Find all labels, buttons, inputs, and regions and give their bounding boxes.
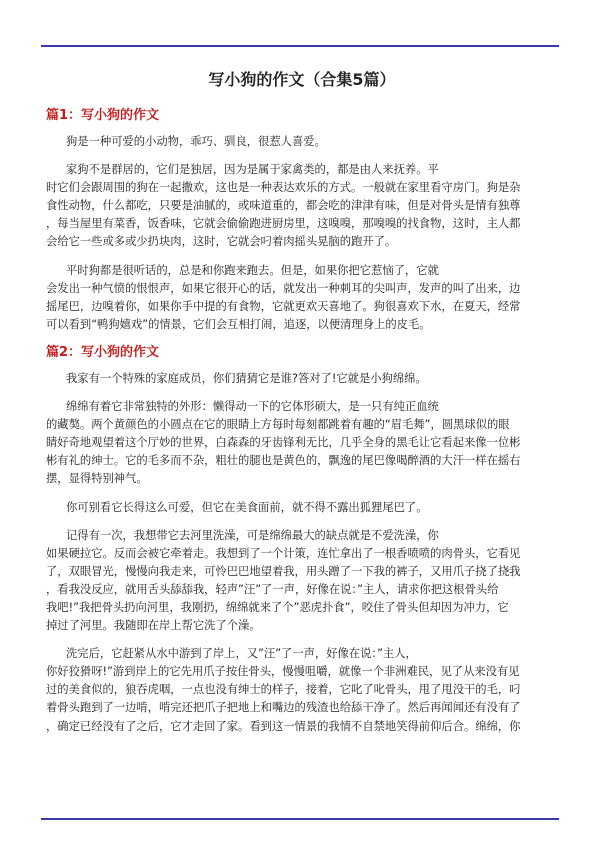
text-line: 会发出一种气愤的恨恨声，如果它很开心的话，就发出一种刺耳的尖叫声，发声的叫了出来，边	[46, 281, 521, 295]
text-line: 着骨头跑到了一边啃，啃完还把爪子把地上和嘴边的残渣也给舔干净了。然后再闻闻还有没有了	[46, 701, 521, 715]
section-heading: 篇1：写小狗的作文	[46, 108, 160, 123]
text-line: 了，双眼冒光，慢慢向我走来，可怜巴巴地望着我，用头蹭了一下我的裤子，又用爪子挠了挠我	[46, 564, 521, 578]
text-line: 会给它一些或多或少扔块肉，这时，它就会叼着肉摇头晃脑的跑开了。	[46, 235, 397, 249]
text-line: 摇尾巴，边嗅着你，如果你手中提的有食物，它就更欢天喜地了。狗很喜欢下水，在夏天，经常	[46, 299, 521, 313]
text-line: 过的美食似的，狼吞虎咽，一点也没有绅士的样子，接着，它叱了叱骨头，甩了甩没干的毛，叼	[46, 683, 521, 697]
document-body	[46, 68, 558, 746]
text-line: ，确定已经没有了之后，它才走回了家。看到这一情景的我情不自禁地笑得前仰后合。绵绵，你	[46, 719, 521, 733]
text-line: 掉过了河里。我随即在岸上帮它洗了个澡。	[46, 619, 261, 633]
bottom-rule	[41, 818, 559, 820]
text-line: 如果硬拉它。反而会被它牵着走。我想到了一个计策，连忙拿出了一根香喷喷的肉骨头，它看见	[46, 546, 521, 560]
paragraph	[46, 499, 558, 517]
paragraph	[46, 398, 558, 488]
top-rule	[41, 45, 559, 47]
text-line: ，看我没反应，就用舌头舔舔我，轻声”汪”了一声，好像在说：”主人，请求你把这根骨头给	[46, 582, 499, 596]
text-line: 狗是一种可爱的小动物，乖巧、驯良，很惹人喜爱。	[66, 135, 326, 148]
text-line: 的藏獒。两个黄颜色的小圆点在它的眼睛上方每时每刻都跳着有趣的“眉毛舞”，圆黑球似的眼	[46, 418, 510, 432]
text-line: 时它们会跟周围的狗在一起撒欢，这也是一种表达欢乐的方式。一般就在家里看守房门。狗是杂	[46, 181, 521, 195]
text-line: 记得有一次，我想带它去河里洗澡，可是绵绵最大的缺点就是不爱洗澡，你	[66, 528, 439, 542]
paragraph	[46, 370, 558, 388]
sections	[46, 107, 558, 736]
text-line: 睛好奇地观望着这个厅妙的世界，白森森的牙齿锋利无比，几乎全身的黑毛让它看起来像一位彬	[46, 436, 521, 450]
text-line: 我家有一个特殊的家庭成员，你们猜猜它是谁?答对了!它就是小狗绵绵。	[66, 371, 427, 385]
section-heading: 篇2：写小狗的作文	[46, 344, 160, 360]
paragraph	[46, 161, 558, 251]
text-line: 平时狗都是很听话的，总是和你跑来跑去。但是，如果你把它惹恼了，它就	[66, 263, 439, 277]
text-line: 摆，显得特别神气。	[46, 472, 148, 486]
paragraph	[46, 527, 558, 636]
text-line: 洗完后，它赶紧从水中游到了岸上，又”汪”了一声，好像在说：”主人，	[66, 647, 417, 661]
text-line: 我吧!”我把骨头扔向河里，我刚扔，绵绵就来了个”恶虎扑食”，咬住了骨头但却因为冲力，它	[46, 600, 509, 614]
text-line: ，每当屋里有菜香，饭香味，它就会偷偷跑进厨房里，这嗅嗅，那嗅嗅的找食物，这时，主人都	[46, 217, 521, 231]
text-line: 你可别看它长得这么可爱，但它在美食面前，就不得不露出狐狸尾巴了。	[66, 500, 428, 514]
paragraph	[46, 645, 558, 735]
text-line: 绵绵有着它非常独特的外形：懒得动一下的它体形硕大，是一只有纯正血统	[66, 400, 439, 414]
text-line: 彬有礼的绅士。它的毛多而不杂，粗壮的腿也是黄色的，飘逸的尾巴像喝醉酒的大汗一样在摇右	[46, 454, 521, 468]
text-line: 食性动物，什么都吃，只要是油腻的，或味道重的，都会吃的津津有味，但是对骨头是情有独尊	[46, 199, 521, 213]
text-line: 家狗不是群居的，它们是独居，因为是属于家禽类的，都是由人来抚养。平	[66, 163, 439, 177]
text-line: 可以看到“鸭狗嬉戏”的情景，它们会互相打闹，追逐，以便清理身上的皮毛。	[46, 317, 431, 331]
paragraph	[46, 262, 558, 334]
text-line: 你好狡猾呀!”游到岸上的它先用爪子按住骨头，慢慢咀嚼，就像一个非洲难民，见了从来没有见	[46, 665, 520, 679]
document-title: 写小狗的作文（合集5篇）	[208, 70, 396, 89]
paragraph	[46, 133, 558, 151]
